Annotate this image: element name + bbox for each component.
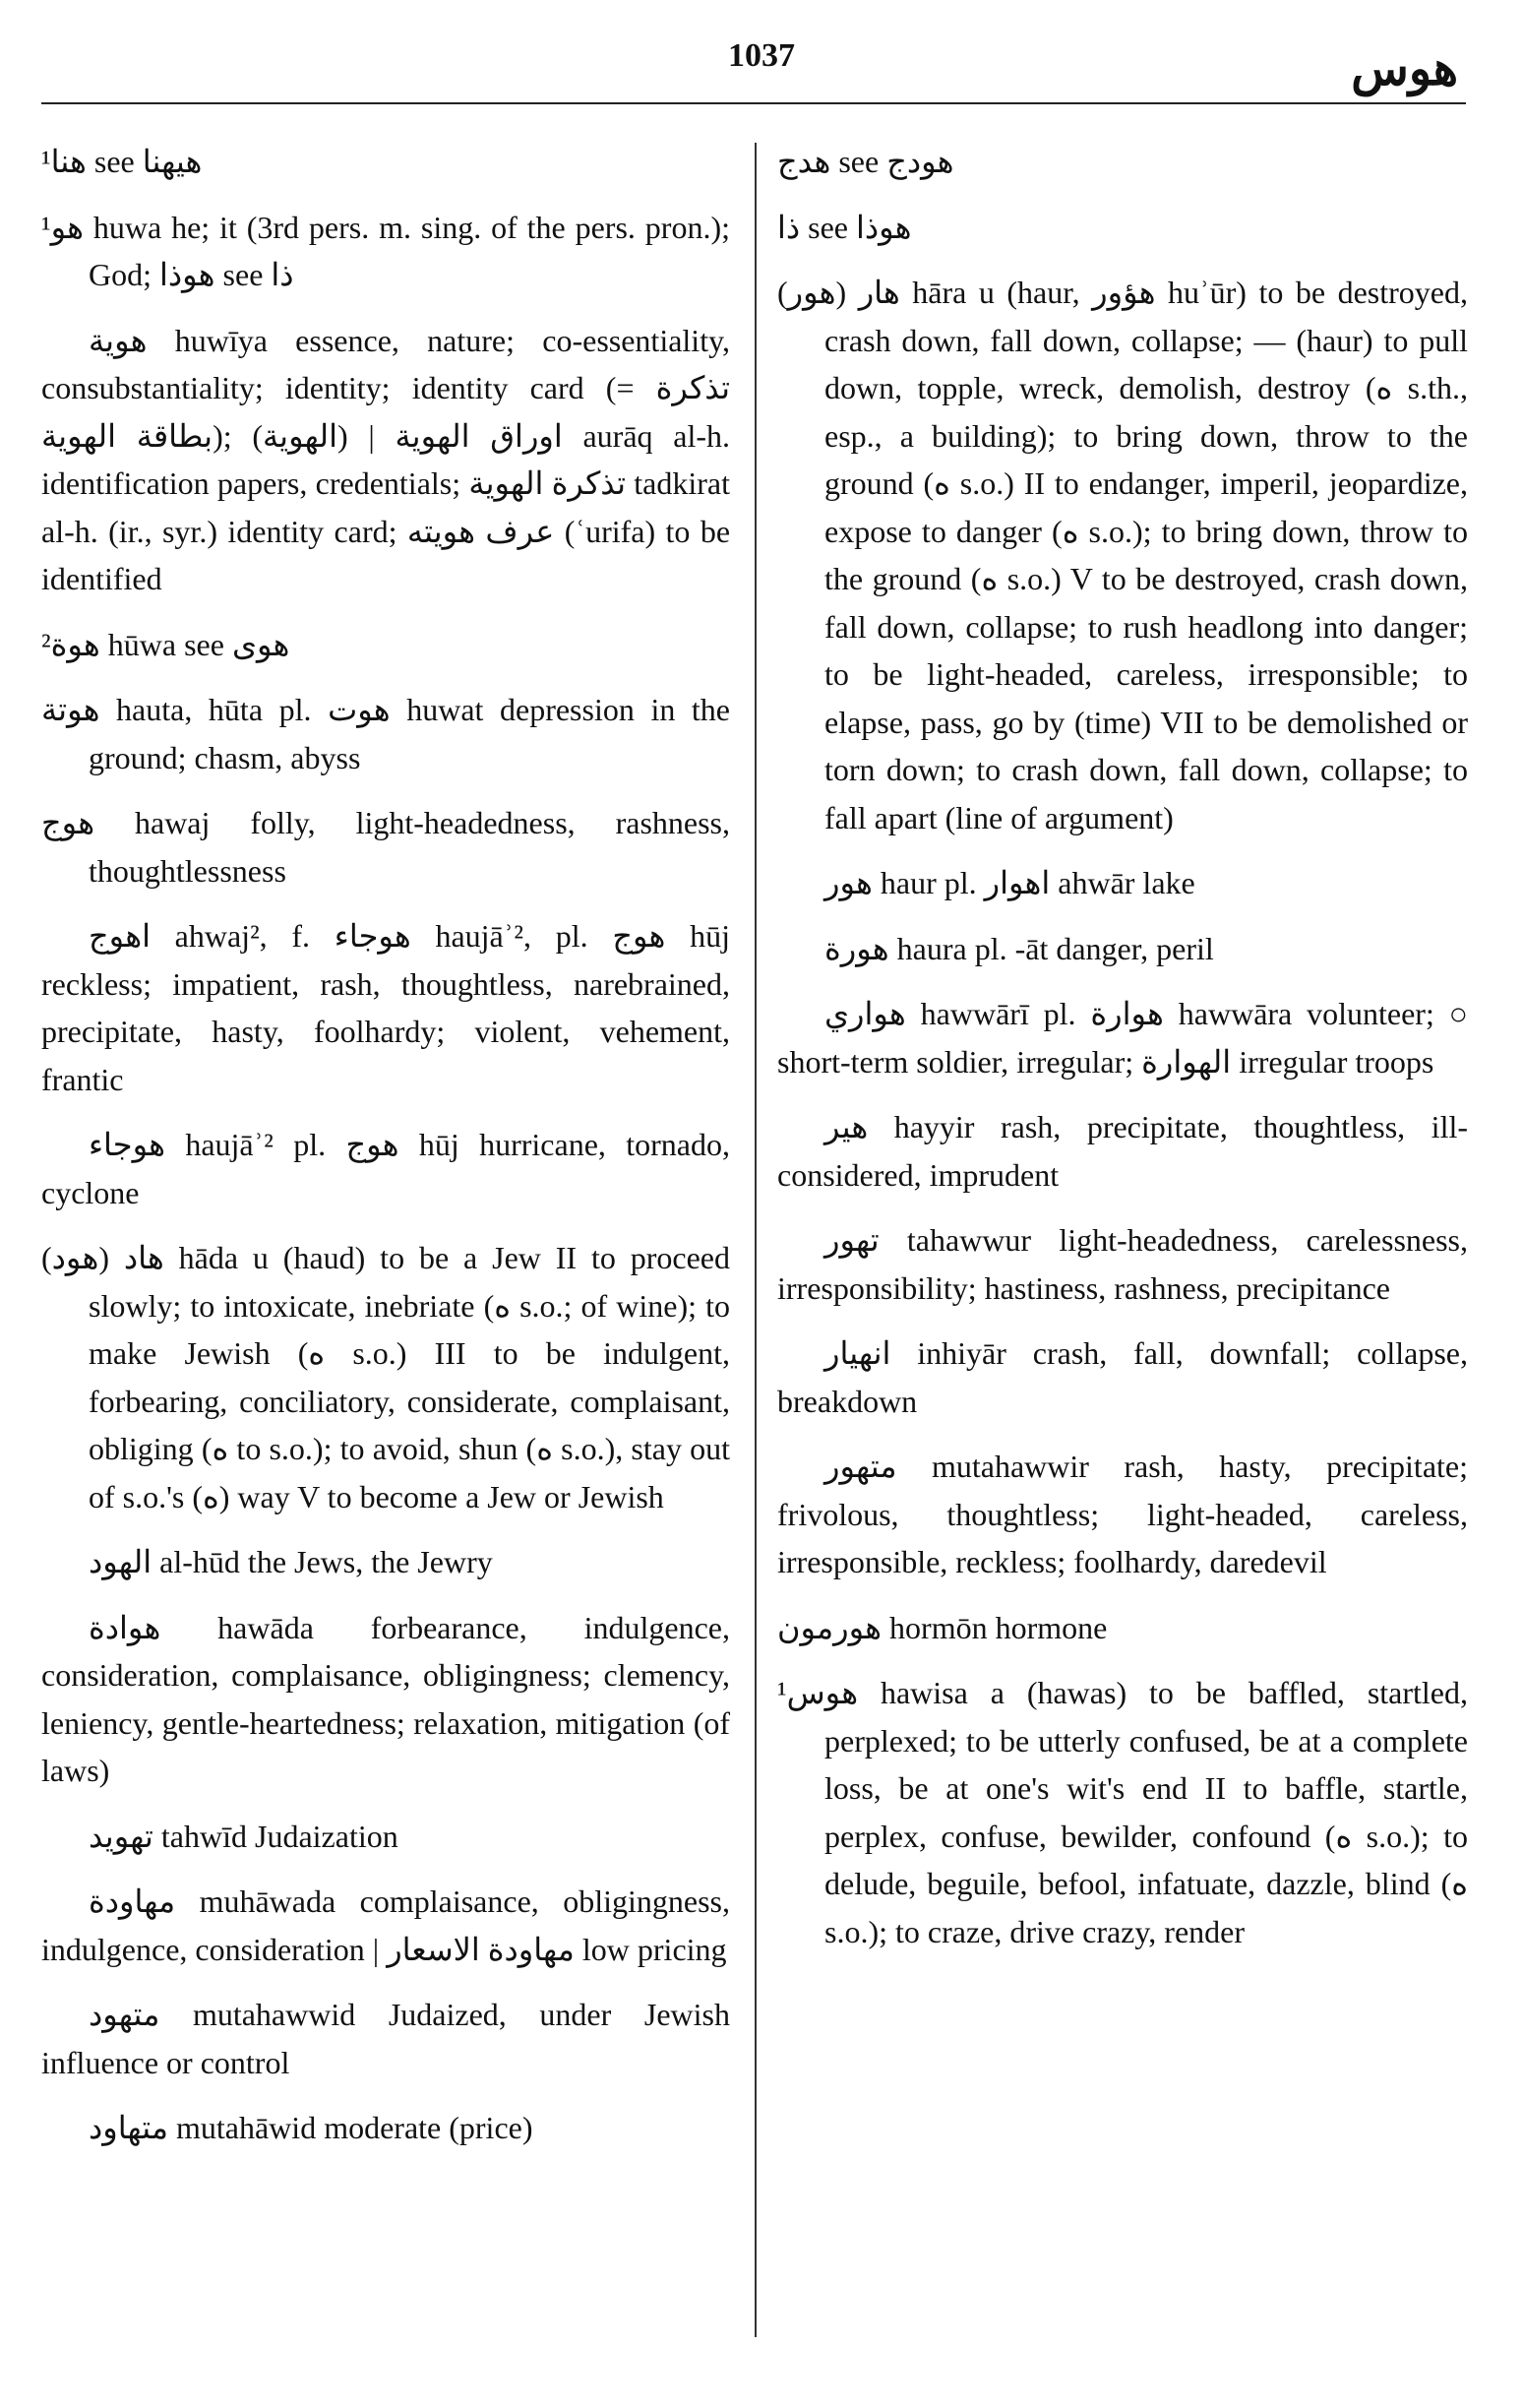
dictionary-subentry: هير hayyir rash, precipitate, thoughtless, ill-considered, imprudent [777,1109,1468,1193]
right-column [777,138,1468,1973]
dictionary-subentry: هوية huwīya essence, nature; co-essentiality, consubstantiality; identity; identity card (= تذكرة بطاقة الهوية); اوراق الهوية | (الهوية) aurāq al-h. identification papers, credentials; تذكرة الهوية tadkirat al-h. (ir., syr.) identity card; عرف هويته (ʿurifa) to be identified [41,322,731,596]
dictionary-entry: (هور) هار hāra u (haur, هؤور huʾūr) to be destroyed, crash down, fall down, collapse; — (haur) to pull down, topple, wreck, demolish, destroy (ه s.th., esp., a building); to bring down, throw to the ground (ه s.o.) II to endanger, imperil, jeopardize, expose to danger (ه s.o.); to bring down, throw to the ground (ه s.o.) V to be destroyed, crash down, fall down, collapse; to rush headlong into danger; to be light-headed, careless, irresponsible; to elapse, pass, go by (time) VII to be demolished or torn down; to crash down, fall down, collapse; to fall apart (line of argument) [777,275,1469,835]
dictionary-entry: ذا see هوذا [777,209,912,245]
dictionary-subentry: متهور mutahawwir rash, hasty, precipitate; frivolous, thoughtless; light-headed, careless, irresponsible, reckless; foolhardy, daredevil [777,1449,1468,1579]
dictionary-entry: ¹هوس hawisa a (hawas) to be baffled, startled, perplexed; to be utterly confused, be at a complete loss, be at one's wit's end II to baffle, startle, perplex, confuse, bewilder, confound (ه s.o.); to delude, beguile, befool, infatuate, dazzle, blind (ه s.o.); to craze, drive crazy, render [777,1675,1469,1949]
running-head: هوس [1351,43,1458,95]
page-number: 1037 [728,37,795,74]
dictionary-subentry: انهيار inhiyār crash, fall, downfall; collapse, breakdown [777,1335,1468,1419]
dictionary-subentry: مهاودة muhāwada complaisance, obligingness, indulgence, consideration | مهاودة الاسعار low pricing [41,1883,730,1967]
dictionary-subentry: هور haur pl. اهوار ahwār lake [824,865,1195,900]
dictionary-subentry: متهود mutahawwid Judaized, under Jewish influence or control [41,1997,730,2080]
dictionary-subentry: هواري hawwārī pl. هوارة hawwāra volunteer; ○ short-term soldier, irregular; الهوارة irregular troops [777,996,1469,1080]
column-divider [755,143,757,2337]
dictionary-entry: (هود) هاد hāda u (haud) to be a Jew II to proceed slowly; to intoxicate, inebriate (ه s.o.; of wine); to make Jewish (ه s.o.) III to be indulgent, forbearing, conciliatory, considerate, complaisant, obliging (ه to s.o.); to avoid, shun (ه s.o.), stay out of s.o.'s (ه) way V to become a Jew or Jewish [41,1240,731,1514]
dictionary-subentry: هورة haura pl. -āt danger, peril [824,930,1214,966]
dictionary-subentry: هوادة hawāda forbearance, indulgence, consideration, complaisance, obligingness; clemency, leniency, gentle-heartedness; relaxation, mitigation (of laws) [41,1609,730,1788]
dictionary-entry: هنا¹ see هيهنا [41,144,203,179]
dictionary-entry: هوتة hauta, hūta pl. هوت huwat depression in the ground; chasm, abyss [41,692,731,775]
dictionary-subentry: تهويد tahwīd Judaization [89,1818,398,1854]
dictionary-entry: ²هوة hūwa see هوى [41,626,290,662]
dictionary-subentry: تهور tahawwur light-headedness, carelessness, irresponsibility; hastiness, rashness, precipitance [777,1222,1468,1306]
dictionary-entry: هدج see هودج [777,144,954,179]
dictionary-entry: هوج hawaj folly, light-headedness, rashness, thoughtlessness [41,805,730,889]
dictionary-subentry: هوجاء haujāʾ² pl. هوج hūj hurricane, tornado, cyclone [41,1127,730,1210]
header-rule [41,102,1466,104]
dictionary-subentry: متهاود mutahāwid moderate (price) [89,2110,533,2145]
left-column [41,138,730,2170]
dictionary-subentry: الهود al-hūd the Jews, the Jewry [89,1544,493,1579]
dictionary-entry: هورمون hormōn hormone [777,1609,1108,1645]
dictionary-subentry: اهوج ahwaj², f. هوجاء haujāʾ², pl. هوج hūj reckless; impatient, rash, thoughtless, narebrained, precipitate, hasty, foolhardy; violent, vehement, frantic [41,918,731,1097]
dictionary-entry: ¹هو huwa he; it (3rd pers. m. sing. of the pers. pron.); God; هوذا see ذا [41,209,730,292]
